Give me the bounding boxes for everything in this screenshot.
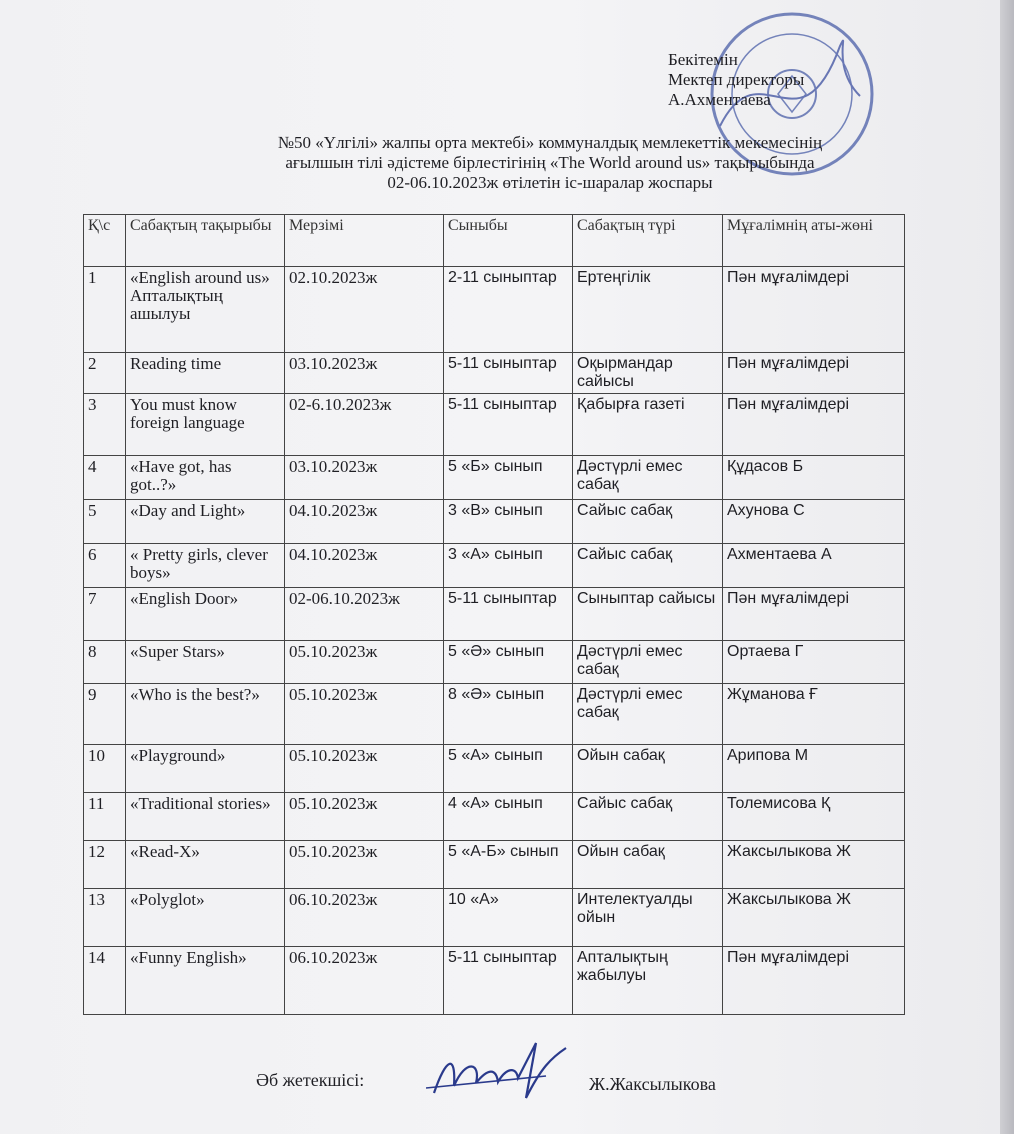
cell-date: 02-06.10.2023ж: [285, 588, 444, 641]
cell-topic: «English Door»: [126, 588, 285, 641]
table-header-row: [84, 215, 905, 267]
table-row: [84, 889, 905, 947]
table-row: [84, 267, 905, 353]
cell-teacher: Жаксылыкова Ж: [723, 889, 905, 947]
cell-topic: You must know foreign language: [126, 394, 285, 456]
cell-lesson-type: Оқырмандар сайысы: [573, 353, 723, 394]
cell-class: 5 «А-Б» сынып: [444, 841, 573, 889]
cell-class: 5 «Ә» сынып: [444, 641, 573, 684]
table-row: [84, 684, 905, 745]
table-row: [84, 588, 905, 641]
cell-class: 5-11 сыныптар: [444, 394, 573, 456]
method-head-name: Ж.Жаксылыкова: [589, 1074, 716, 1094]
cell-date: 05.10.2023ж: [285, 641, 444, 684]
cell-topic: «Traditional stories»: [126, 793, 285, 841]
cell-number: 9: [84, 684, 126, 745]
cell-number: 13: [84, 889, 126, 947]
cell-class: 8 «Ә» сынып: [444, 684, 573, 745]
method-head-label: Әб жетекшісі:: [256, 1070, 365, 1090]
table-row: [84, 500, 905, 544]
cell-topic: «Day and Light»: [126, 500, 285, 544]
cell-date: 06.10.2023ж: [285, 889, 444, 947]
cell-date: 03.10.2023ж: [285, 456, 444, 500]
table-row: [84, 641, 905, 684]
cell-number: 5: [84, 500, 126, 544]
cell-date: 04.10.2023ж: [285, 544, 444, 588]
cell-teacher: Арипова М: [723, 745, 905, 793]
table-body: [84, 267, 905, 1015]
cell-lesson-type: Интелектуалды ойын: [573, 889, 723, 947]
cell-number: 1: [84, 267, 126, 353]
cell-lesson-type: Сыныптар сайысы: [573, 588, 723, 641]
header-topic: Сабақтың тақырыбы: [126, 215, 285, 267]
cell-lesson-type: Апталықтың жабылуы: [573, 947, 723, 1015]
cell-date: 04.10.2023ж: [285, 500, 444, 544]
cell-topic: «Funny English»: [126, 947, 285, 1015]
cell-teacher: Пән мұғалімдері: [723, 394, 905, 456]
cell-class: 5-11 сыныптар: [444, 588, 573, 641]
cell-date: 03.10.2023ж: [285, 353, 444, 394]
approval-line-1: Бекітемін: [668, 50, 738, 69]
cell-lesson-type: Ойын сабақ: [573, 745, 723, 793]
title-line-1: №50 «Үлгілі» жалпы орта мектебі» коммуналдық мемлекеттік мекемесінің: [277, 133, 823, 152]
cell-date: 05.10.2023ж: [285, 793, 444, 841]
cell-topic: « Pretty girls, clever boys»: [126, 544, 285, 588]
title-line-2: ағылшын тілі әдістеме бірлестігінің «The World around us» тақырыбында: [285, 153, 815, 172]
cell-class: 5 «А» сынып: [444, 745, 573, 793]
cell-class: 5-11 сыныптар: [444, 353, 573, 394]
cell-topic: «Polyglot»: [126, 889, 285, 947]
cell-teacher: Жаксылыкова Ж: [723, 841, 905, 889]
cell-lesson-type: Ертеңгілік: [573, 267, 723, 353]
cell-topic: «Read-X»: [126, 841, 285, 889]
cell-topic: «Super Stars»: [126, 641, 285, 684]
header-class: Сыныбы: [444, 215, 573, 267]
cell-lesson-type: Дәстүрлі емес сабақ: [573, 456, 723, 500]
cell-number: 11: [84, 793, 126, 841]
approval-line-3: А.Ахментаева: [668, 90, 771, 109]
cell-date: 06.10.2023ж: [285, 947, 444, 1015]
events-plan-table: [83, 214, 905, 1015]
approval-block: [668, 50, 804, 110]
cell-number: 8: [84, 641, 126, 684]
cell-teacher: Ахментаева А: [723, 544, 905, 588]
header-date: Мерзімі: [285, 215, 444, 267]
cell-number: 14: [84, 947, 126, 1015]
cell-lesson-type: Сайыс сабақ: [573, 544, 723, 588]
approval-line-2: Мектеп директоры: [668, 70, 805, 89]
cell-teacher: Пән мұғалімдері: [723, 588, 905, 641]
cell-date: 05.10.2023ж: [285, 841, 444, 889]
header-lesson-type: Сабақтың түрі: [573, 215, 723, 267]
cell-class: 5-11 сыныптар: [444, 947, 573, 1015]
cell-number: 7: [84, 588, 126, 641]
table-row: [84, 394, 905, 456]
cell-class: 3 «В» сынып: [444, 500, 573, 544]
cell-teacher: Жұманова Ғ: [723, 684, 905, 745]
cell-number: 12: [84, 841, 126, 889]
cell-date: 02.10.2023ж: [285, 267, 444, 353]
cell-teacher: Пән мұғалімдері: [723, 267, 905, 353]
table-row: [84, 544, 905, 588]
page-edge-shadow: [1000, 0, 1014, 1134]
cell-lesson-type: Қабырға газеті: [573, 394, 723, 456]
cell-topic: «English around us» Апталықтың ашылуы: [126, 267, 285, 353]
cell-topic: «Playground»: [126, 745, 285, 793]
title-line-3: 02-06.10.2023ж өтілетін іс-шаралар жоспары: [387, 173, 713, 192]
cell-teacher: Құдасов Б: [723, 456, 905, 500]
signature-footer: [256, 1066, 816, 1116]
cell-number: 10: [84, 745, 126, 793]
cell-teacher: Пән мұғалімдері: [723, 353, 905, 394]
table-row: [84, 947, 905, 1015]
table-row: [84, 793, 905, 841]
cell-class: 3 «А» сынып: [444, 544, 573, 588]
cell-topic: «Who is the best?»: [126, 684, 285, 745]
cell-number: 4: [84, 456, 126, 500]
handwritten-signature-icon: [426, 1038, 576, 1108]
document-title: [150, 133, 950, 193]
cell-lesson-type: Дәстүрлі емес сабақ: [573, 684, 723, 745]
cell-number: 2: [84, 353, 126, 394]
table-row: [84, 841, 905, 889]
cell-date: 05.10.2023ж: [285, 684, 444, 745]
table-row: [84, 353, 905, 394]
cell-lesson-type: Сайыс сабақ: [573, 793, 723, 841]
cell-teacher: Пән мұғалімдері: [723, 947, 905, 1015]
cell-lesson-type: Дәстүрлі емес сабақ: [573, 641, 723, 684]
header-number: Қ\с: [84, 215, 126, 267]
table-row: [84, 745, 905, 793]
cell-class: 2-11 сыныптар: [444, 267, 573, 353]
cell-teacher: Ахунова С: [723, 500, 905, 544]
cell-lesson-type: Ойын сабақ: [573, 841, 723, 889]
cell-number: 3: [84, 394, 126, 456]
cell-teacher: Толемисова Қ: [723, 793, 905, 841]
cell-date: 05.10.2023ж: [285, 745, 444, 793]
cell-class: 4 «А» сынып: [444, 793, 573, 841]
table-row: [84, 456, 905, 500]
cell-topic: «Have got, has got..?»: [126, 456, 285, 500]
header-teacher: Мұғалімнің аты-жөні: [723, 215, 905, 267]
cell-number: 6: [84, 544, 126, 588]
cell-topic: Reading time: [126, 353, 285, 394]
cell-date: 02-6.10.2023ж: [285, 394, 444, 456]
cell-teacher: Ортаева Г: [723, 641, 905, 684]
cell-lesson-type: Сайыс сабақ: [573, 500, 723, 544]
cell-class: 5 «Б» сынып: [444, 456, 573, 500]
cell-class: 10 «А»: [444, 889, 573, 947]
